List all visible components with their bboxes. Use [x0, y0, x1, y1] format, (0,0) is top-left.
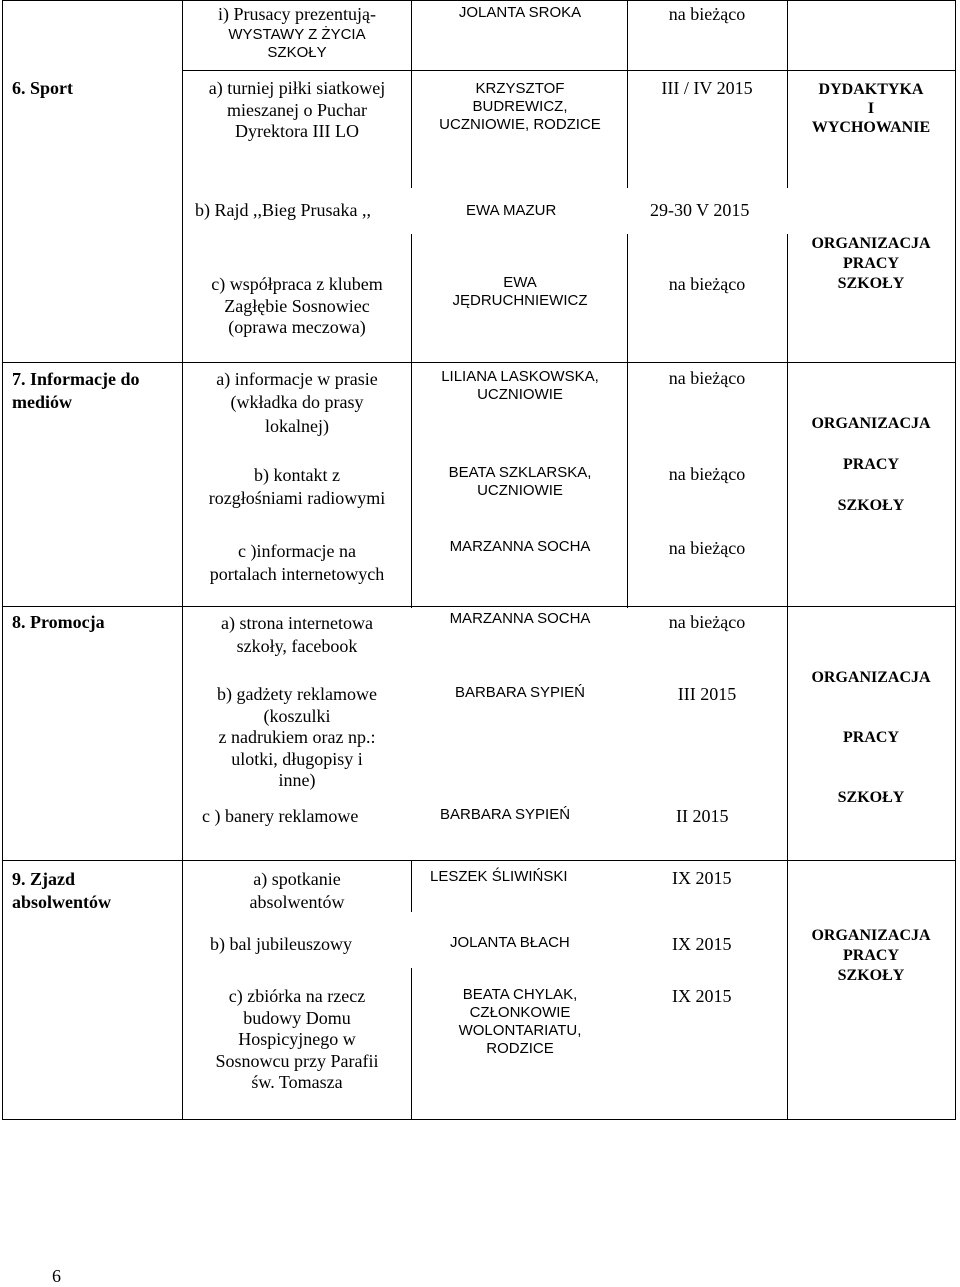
person-cell: BEATA SZKLARSKA, UCZNIOWIE — [448, 464, 592, 499]
category-label: 9. Zjazd absolwentów — [12, 869, 112, 913]
row-line-2 — [182, 70, 956, 71]
date-cell: IX 2015 — [672, 934, 732, 954]
date-cell: na bieżąco — [668, 274, 746, 294]
task-cell: c ) banery reklamowe — [202, 806, 359, 826]
table-line-date — [787, 0, 788, 188]
row-line-6 — [2, 1119, 956, 1120]
table-line-task2 — [411, 234, 412, 608]
date-cell: na bieżąco — [668, 538, 746, 558]
table-line-task — [411, 0, 412, 188]
table-line-date2 — [787, 234, 788, 1120]
table-line-cat — [182, 0, 183, 1120]
task-cell: a) informacje w prasie (wkładka do prasy lokalnej) — [216, 369, 378, 436]
category-label: 7. Informacje do mediów — [12, 369, 140, 413]
row-line-3 — [2, 362, 956, 363]
area-cell: DYDAKTYKA I WYCHOWANIE — [811, 81, 931, 137]
row-line-4 — [2, 606, 956, 607]
category-label: 8. Promocja — [12, 612, 105, 632]
task-cell: b) gadżety reklamowe (koszulki z nadrukiem oraz np.: ulotki, długopisy i inne) — [217, 684, 377, 791]
person-cell: KRZYSZTOF BUDREWICZ, UCZNIOWIE, RODZICE — [439, 80, 601, 133]
person-cell: LILIANA LASKOWSKA, UCZNIOWIE — [441, 368, 599, 403]
area-cell: ORGANIZACJA PRACY SZKOŁY — [811, 927, 931, 984]
table-border-right — [955, 0, 956, 1120]
area-cell: ORGANIZACJA PRACY SZKOŁY — [811, 415, 931, 514]
category-label: 6. Sport — [12, 78, 74, 98]
task-cell: a) turniej piłki siatkowej mieszanej o Puchar Dyrektora III LO — [208, 78, 386, 142]
date-cell: na bieżąco — [668, 4, 746, 24]
person-cell: BARBARA SYPIEŃ — [440, 806, 571, 823]
person-cell: EWA JĘDRUCHNIEWICZ — [452, 274, 588, 309]
date-cell: 29-30 V 2015 — [650, 200, 750, 220]
date-cell: na bieżąco — [668, 612, 746, 632]
task-cell: c )informacje na portalach internetowych — [209, 541, 385, 585]
person-cell: BEATA CHYLAK, CZŁONKOWIE WOLONTARIATU, RODZICE — [458, 986, 582, 1057]
person-cell: LESZEK ŚLIWIŃSKI — [430, 868, 568, 885]
table-border-left — [2, 0, 3, 1120]
person-cell: MARZANNA SOCHA — [449, 610, 591, 627]
person-cell: BARBARA SYPIEŃ — [454, 684, 586, 701]
task-cell: c) współpraca z klubem Zagłębie Sosnowiec (oprawa meczowa) — [211, 274, 383, 338]
task-cell: i) Prusacy prezentują- WYSTAWY Z ŻYCIA SZKOŁY — [218, 4, 376, 61]
page-number: 6 — [52, 1266, 61, 1286]
task-cell: b) bal jubileuszowy — [210, 934, 352, 954]
date-cell: IX 2015 — [672, 868, 732, 888]
task-cell: a) strona internetowa szkoły, facebook — [221, 613, 373, 657]
task-cell: b) Rajd ,,Bieg Prusaka ,, — [195, 200, 371, 220]
person-cell: JOLANTA SROKA — [458, 4, 582, 21]
area-cell: ORGANIZACJA PRACY SZKOŁY — [811, 235, 931, 292]
date-cell: II 2015 — [676, 806, 729, 826]
row-line-1 — [2, 0, 956, 1]
date-cell: na bieżąco — [668, 464, 746, 484]
date-cell: IX 2015 — [672, 986, 732, 1006]
date-cell: na bieżąco — [668, 368, 746, 388]
date-cell: III / IV 2015 — [661, 78, 753, 98]
task-cell: b) kontakt z rozgłośniami radiowymi — [208, 465, 386, 509]
date-cell: III 2015 — [677, 684, 737, 704]
person-cell: MARZANNA SOCHA — [449, 538, 591, 555]
row-line-5 — [2, 860, 956, 861]
table-line-task3 — [411, 860, 412, 912]
person-cell: JOLANTA BŁACH — [450, 934, 570, 951]
person-cell: EWA MAZUR — [466, 202, 557, 219]
task-cell: c) zbiórka na rzecz budowy Domu Hospicyjnego w Sosnowcu przy Parafii św. Tomasza — [215, 986, 379, 1093]
table-line-person — [627, 0, 628, 188]
table-line-person2 — [627, 234, 628, 608]
task-cell: a) spotkanie absolwentów — [249, 869, 345, 913]
area-cell: ORGANIZACJA PRACY SZKOŁY — [811, 669, 931, 806]
